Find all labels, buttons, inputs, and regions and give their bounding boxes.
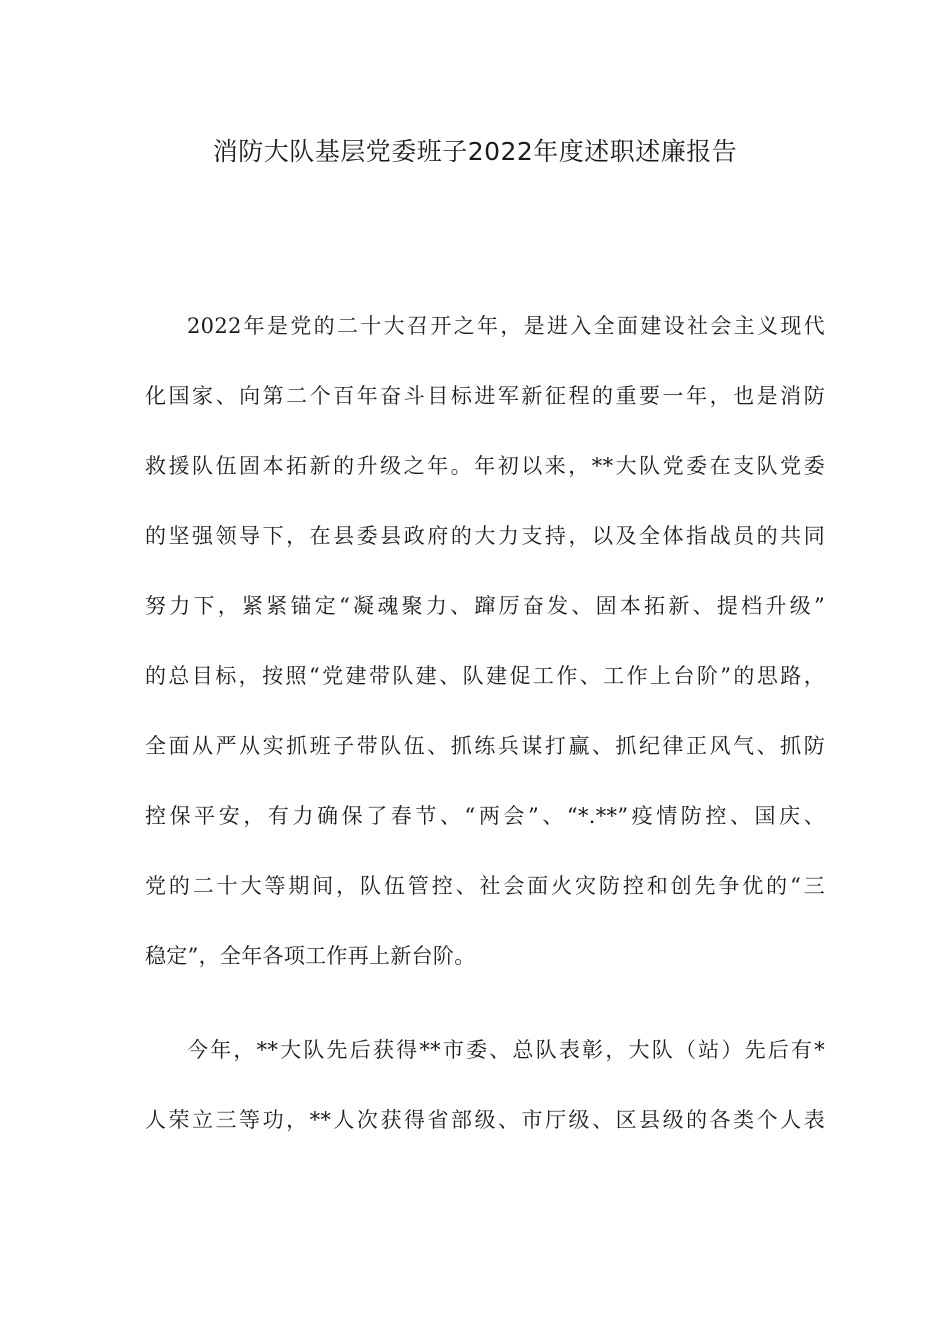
paragraph-line: 的坚强领导下，在县委县政府的大力支持，以及全体指战员的共同	[145, 524, 825, 548]
paragraph-line: 今年，**大队先后获得**市委、总队表彰，大队（站）先后有*	[187, 1038, 825, 1062]
paragraph	[145, 306, 825, 976]
paragraph-line: 党的二十大等期间，队伍管控、社会面火灾防控和创先争优的“三	[145, 874, 825, 898]
document-title: 消防大队基层党委班子2022年度述职述廉报告	[212, 137, 738, 166]
paragraph-line: 人荣立三等功，**人次获得省部级、市厅级、区县级的各类个人表	[145, 1108, 825, 1132]
paragraph-line: 2022年是党的二十大召开之年，是进入全面建设社会主义现代	[187, 314, 825, 338]
paragraph-spacer	[145, 1006, 825, 1030]
paragraph-line: 救援队伍固本拓新的升级之年。年初以来，**大队党委在支队党委	[145, 454, 825, 478]
paragraph-line: 控保平安，有力确保了春节、“两会”、“*.**”疫情防控、国庆、	[145, 804, 825, 828]
paragraph-line: 努力下，紧紧锚定“凝魂聚力、蹿厉奋发、固本拓新、提档升级”	[145, 594, 825, 618]
paragraph-line: 全面从严从实抓班子带队伍、抓练兵谋打赢、抓纪律正风气、抓防	[145, 734, 825, 758]
paragraph-line: 稳定”，全年各项工作再上新台阶。	[145, 944, 476, 968]
paragraph-line: 的总目标，按照“党建带队建、队建促工作、工作上台阶”的思路，	[145, 664, 825, 688]
paragraph	[145, 1030, 825, 1140]
paragraph-line: 化国家、向第二个百年奋斗目标进军新征程的重要一年，也是消防	[145, 384, 825, 408]
document-body	[145, 306, 825, 1170]
